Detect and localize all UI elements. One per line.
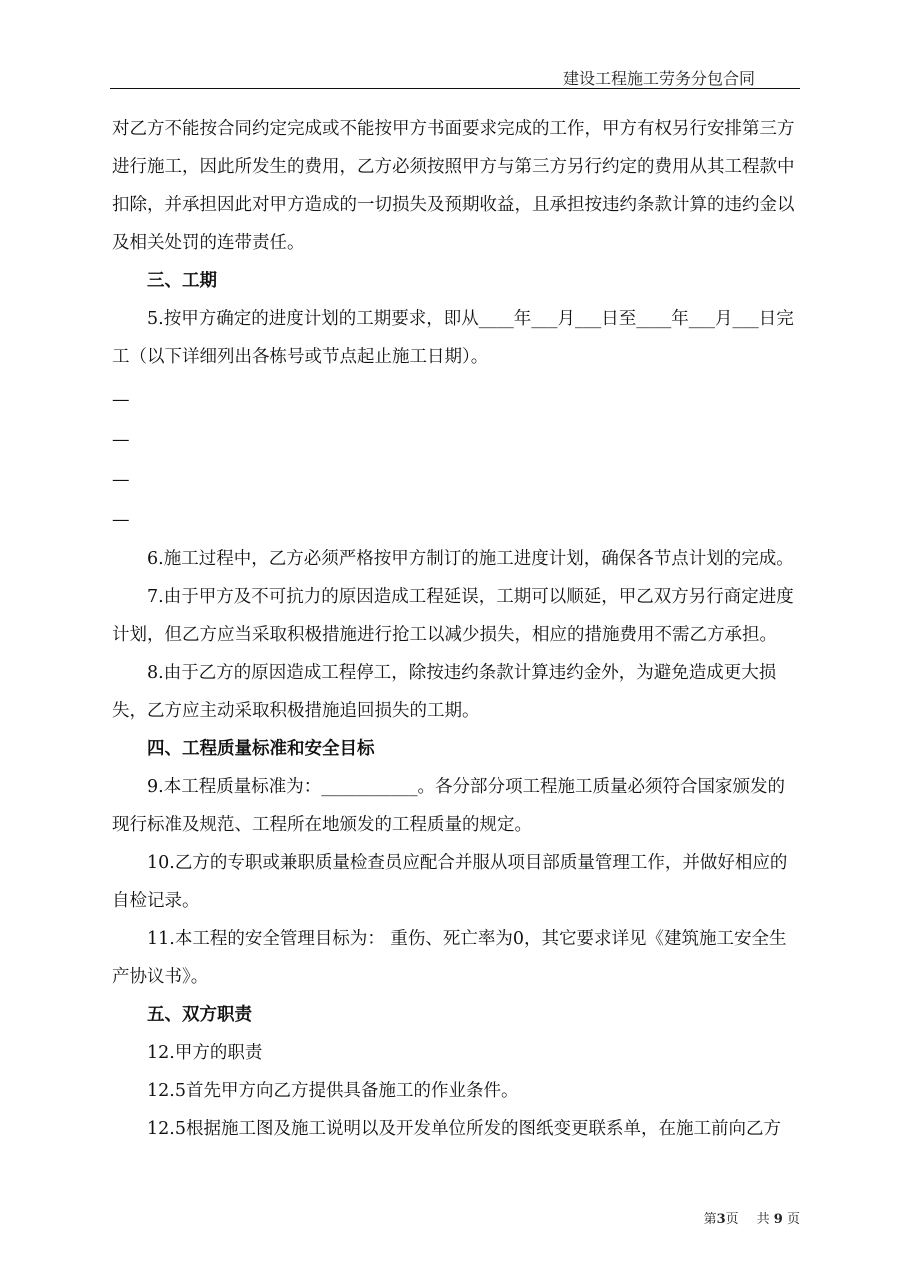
dash-item: —	[112, 510, 130, 530]
paragraph-intro: 对乙方不能按合同约定完成或不能按甲方书面要求完成的工作，甲方有权另行安排第三方进行施工，因此所发生的费用，乙方必须按照甲方与第三方另行约定的费用从其工程款中扣除，并承担因此对甲方造成的一切损失及预期收益，且承担按违约条款计算的违约金以及相关处罚的连带责任。	[112, 119, 795, 253]
clause-7: 7.由于甲方及不可抗力的原因造成工程延误，工期可以顺延，甲乙双方另行商定进度计划，但乙方应当采取积极措施进行抢工以减少损失，相应的措施费用不需乙方承担。	[112, 587, 794, 645]
section-heading-schedule: 三、工期	[147, 271, 217, 291]
clause-10: 10.乙方的专职或兼职质量检查员应配合并服从项目部质量管理工作，并做好相应的自检记录。	[112, 853, 788, 911]
dash-item: —	[112, 430, 130, 450]
section-heading-duties: 五、双方职责	[147, 1005, 252, 1025]
document-body	[112, 110, 802, 1148]
clause-11: 11.本工程的安全管理目标为： 重伤、死亡率为0，其它要求详见《建筑施工安全生产协议书》。	[112, 929, 787, 987]
clause-9: 9.本工程质量标准为：___________。各分部分项工程施工质量必须符合国家颁发的现行标准及规范、工程所在地颁发的工程质量的规定。	[112, 777, 785, 835]
dash-list	[112, 380, 802, 540]
clause-12: 12.甲方的职责	[147, 1043, 263, 1063]
clause-6: 6.施工过程中，乙方必须严格按甲方制订的施工进度计划，确保各节点计划的完成。	[147, 549, 794, 569]
page-header-title: 建设工程施工劳务分包合同	[562, 69, 755, 88]
page-suffix: 页	[725, 1212, 739, 1227]
header-divider	[110, 88, 800, 89]
page-current: 3	[716, 1212, 726, 1227]
dash-item: —	[112, 470, 130, 490]
page-footer	[704, 1208, 800, 1227]
page-prefix: 第	[703, 1212, 717, 1227]
total-pages: 9	[773, 1212, 783, 1227]
clause-8: 8.由于乙方的原因造成工程停工，除按违约条款计算违约金外，为避免造成更大损失，乙方应主动采取积极措施追回损失的工期。	[112, 663, 777, 721]
total-suffix: 页	[786, 1212, 800, 1227]
clause-5: 5.按甲方确定的进度计划的工期要求，即从____年___月___日至____年___月___日完工（以下详细列出各栋号或节点起止施工日期）。	[112, 309, 794, 367]
total-prefix: 共	[756, 1212, 770, 1227]
dash-item: —	[112, 390, 130, 410]
section-heading-quality: 四、工程质量标准和安全目标	[147, 739, 375, 759]
clause-12-5-first: 12.5首先甲方向乙方提供具备施工的作业条件。	[147, 1081, 519, 1101]
clause-12-5-second: 12.5根据施工图及施工说明以及开发单位所发的图纸变更联系单，在施工前向乙方	[147, 1119, 781, 1139]
